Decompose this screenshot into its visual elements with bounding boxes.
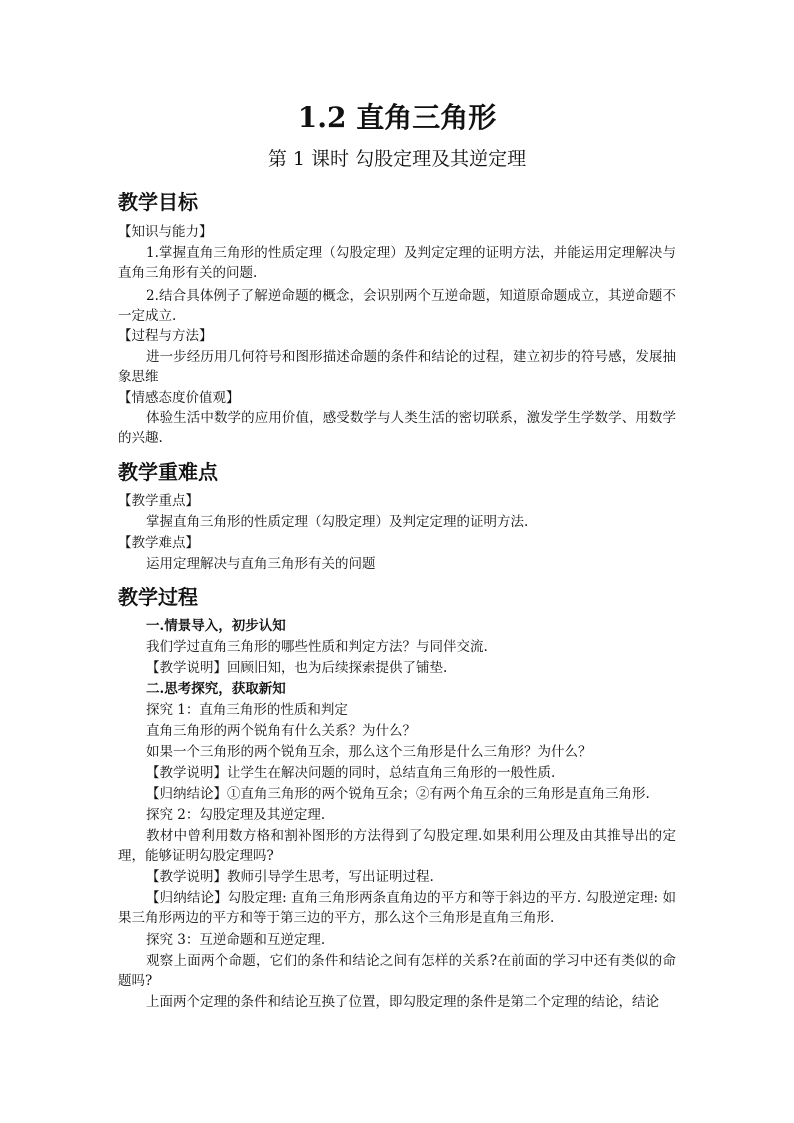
section-heading-goals: 教学目标 — [118, 190, 198, 214]
process-paragraph: 【归纳结论】勾股定理: 直角三角形两条直角边的平方和等于斜边的平方. 勾股逆定理: 如果三角形两边的平方和等于第三边的平方，那么这个三角形是直角三角形. — [118, 890, 676, 926]
knowledge-item-2: 2.结合具体例子了解逆命题的概念，会识别两个互逆命题，知道原命题成立，其逆命题不一定成立. — [118, 288, 676, 324]
process-paragraph: 如果一个三角形的两个锐角互余，那么这个三角形是什么三角形？为什么？ — [146, 744, 592, 760]
focus-label: 【教学重点】 — [118, 493, 199, 509]
section-heading-process: 教学过程 — [118, 585, 198, 609]
part2-title: 二.思考探究，获取新知 — [146, 681, 286, 697]
process-paragraph: 探究 3：互逆命题和互逆定理. — [146, 932, 326, 948]
process-paragraph: 我们学过直角三角形的哪些性质和判定方法？与同伴交流. — [146, 639, 488, 655]
knowledge-label: 【知识与能力】 — [118, 224, 213, 240]
focus-text: 掌握直角三角形的性质定理（勾股定理）及判定定理的证明方法. — [146, 514, 529, 530]
process-method-label: 【过程与方法】 — [118, 328, 213, 344]
page-title: 1.2 直角三角形 — [297, 101, 497, 134]
emotion-text: 体验生活中数学的应用价值，感受数学与人类生活的密切联系，激发学生学数学、用数学的兴趣. — [118, 410, 676, 446]
knowledge-item-1: 1.掌握直角三角形的性质定理（勾股定理）及判定定理的证明方法，并能运用定理解决与直角三角形有关的问题. — [118, 245, 676, 281]
section-heading-keypoints: 教学重难点 — [118, 460, 218, 484]
process-paragraph: 【教学说明】教师引导学生思考，写出证明过程. — [146, 869, 434, 885]
process-method-text: 进一步经历用几何符号和图形描述命题的条件和结论的过程，建立初步的符号感，发展抽象思维 — [118, 349, 676, 385]
process-paragraph: 探究 1：直角三角形的性质和判定 — [146, 702, 348, 718]
process-paragraph: 【教学说明】让学生在解决问题的同时，总结直角三角形的一般性质. — [146, 765, 556, 781]
process-paragraph: 上面两个定理的条件和结论互换了位置，即勾股定理的条件是第二个定理的结论，结论 — [146, 994, 659, 1010]
process-paragraph: 直角三角形的两个锐角有什么关系？为什么？ — [146, 723, 416, 739]
page-subtitle: 第 1 课时 勾股定理及其逆定理 — [267, 148, 527, 170]
process-paragraph: 观察上面两个命题，它们的条件和结论之间有怎样的关系?在前面的学习中还有类似的命题吗? — [118, 953, 676, 989]
difficulty-text: 运用定理解决与直角三角形有关的问题 — [146, 556, 376, 572]
emotion-label: 【情感态度价值观】 — [118, 390, 240, 406]
process-paragraph: 探究 2：勾股定理及其逆定理. — [146, 807, 326, 823]
difficulty-label: 【教学难点】 — [118, 535, 199, 551]
process-paragraph: 【归纳结论】①直角三角形的两个锐角互余；②有两个角互余的三角形是直角三角形. — [146, 786, 650, 802]
process-paragraph: 教材中曾利用数方格和割补图形的方法得到了勾股定理.如果利用公理及由其推导出的定理，能够证明勾股定理吗? — [118, 828, 676, 864]
process-paragraph: 【教学说明】回顾旧知，也为后续探索提供了铺垫. — [146, 660, 448, 676]
part1-title: 一.情景导入，初步认知 — [146, 618, 286, 634]
